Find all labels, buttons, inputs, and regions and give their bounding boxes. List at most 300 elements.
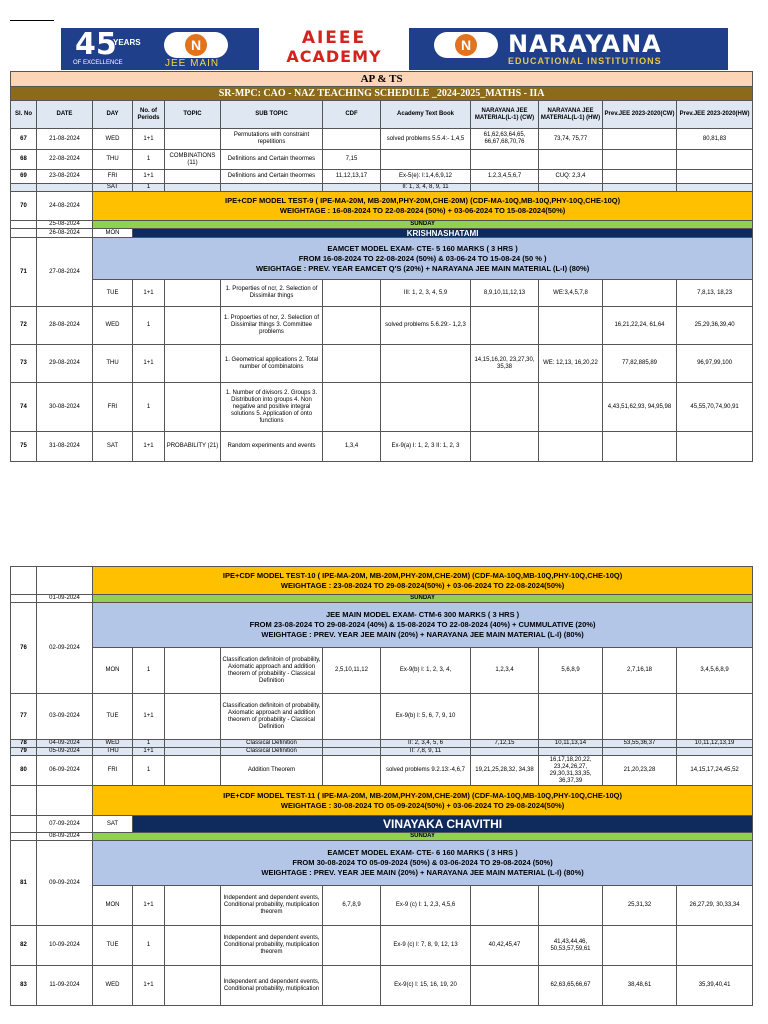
table-row bbox=[11, 694, 753, 740]
educational-institutions: EDUCATIONAL INSTITUTIONS bbox=[508, 56, 662, 66]
row-prevjee-hw: 80,81,83 bbox=[677, 129, 753, 150]
row-prevjee-cw bbox=[603, 129, 677, 150]
row-cdf bbox=[323, 756, 381, 786]
table-row bbox=[11, 383, 753, 432]
schedule-block-2 bbox=[10, 566, 752, 1006]
top-rule bbox=[10, 20, 54, 21]
row-material-cw bbox=[471, 184, 539, 192]
row-cdf: 11,12,13,17 bbox=[323, 170, 381, 184]
row-cdf bbox=[323, 184, 381, 192]
row-slno: 80 bbox=[11, 756, 37, 786]
row-prevjee-hw: 25,29,36,39,40 bbox=[677, 307, 753, 345]
row-periods: 1 bbox=[133, 926, 165, 966]
col-date: DATE bbox=[37, 101, 93, 129]
row-cdf bbox=[323, 129, 381, 150]
row-topic bbox=[165, 886, 221, 926]
row-periods: 1 bbox=[133, 756, 165, 786]
row-prevjee-cw: 4,43,51,62,93, 94,95,98 bbox=[603, 383, 677, 432]
row-topic: PROBABILITY (21) bbox=[165, 432, 221, 462]
row-prevjee-hw: 45,55,70,74,90,91 bbox=[677, 383, 753, 432]
row-day: THU bbox=[93, 150, 133, 170]
row-prevjee-hw bbox=[677, 694, 753, 740]
logo-45: 45 bbox=[75, 27, 117, 62]
table-row bbox=[11, 886, 753, 926]
row-prevjee-hw: 26,27,29, 30,33,34 bbox=[677, 886, 753, 926]
row-material-hw bbox=[539, 383, 603, 432]
academy-text: ACADEMY bbox=[286, 47, 382, 66]
row-prevjee-hw: 35,39,40,41 bbox=[677, 966, 753, 1006]
row-topic bbox=[165, 170, 221, 184]
row-textbook: III: 1, 2, 3, 4, 5,9 bbox=[381, 280, 471, 307]
row-day: TUE bbox=[93, 694, 133, 740]
narayana-wordmark: NARAYANA bbox=[508, 30, 662, 58]
col-subtopic: SUB TOPIC bbox=[221, 101, 323, 129]
row-day: WED bbox=[93, 740, 133, 748]
row-prevjee-hw bbox=[677, 170, 753, 184]
row-topic bbox=[165, 307, 221, 345]
row-date: 11-09-2024 bbox=[37, 966, 93, 1006]
jee-main-model-exam-ctm6 bbox=[93, 603, 753, 648]
row-cdf: 7,15 bbox=[323, 150, 381, 170]
row-date: 30-08-2024 bbox=[37, 383, 93, 432]
row-day: MON bbox=[93, 229, 133, 238]
holiday-label: KRISHNASHATAMI bbox=[133, 229, 753, 238]
holiday-row bbox=[11, 816, 753, 833]
row-slno: 74 bbox=[11, 383, 37, 432]
row-material-hw: 41,43,44,46, 50,53,57,59,61 bbox=[539, 926, 603, 966]
row-cdf: 6,7,8,9 bbox=[323, 886, 381, 926]
table-row bbox=[11, 280, 753, 307]
row-subtopic: Independent and dependent events, Conditional probability, mutiplication bbox=[221, 966, 323, 1006]
row-cdf: 2,5,10,11,12 bbox=[323, 648, 381, 694]
exam-line: WEIGHTAGE : PREV. YEAR EAMCET Q'S (20%) + NARAYANA JEE MAIN MATERIAL (L-I) (80%) bbox=[255, 263, 590, 273]
header-row bbox=[11, 101, 753, 129]
row-subtopic: 1. Number of divisors 2. Groups 3. Distribution into groups 4. Non negative and positive integral solutions 5. Application of onto functions bbox=[221, 383, 323, 432]
row-prevjee-cw bbox=[603, 926, 677, 966]
table-row bbox=[11, 432, 753, 462]
row-topic bbox=[165, 184, 221, 192]
row-topic: COMBINATIONS (11) bbox=[165, 150, 221, 170]
holiday-label: VINAYAKA CHAVITHI bbox=[133, 816, 753, 833]
row-material-hw bbox=[539, 886, 603, 926]
col-periods: No. of Periods bbox=[133, 101, 165, 129]
row-periods: 1+1 bbox=[133, 432, 165, 462]
row-date: 23-08-2024 bbox=[37, 170, 93, 184]
row-material-cw bbox=[471, 694, 539, 740]
row-subtopic: Addition Theorem bbox=[221, 756, 323, 786]
row-material-cw: 61,62,63,64,65, 66,67,68,70,76 bbox=[471, 129, 539, 150]
row-topic bbox=[165, 740, 221, 748]
row-textbook: Ex-9(a) I: 1, 2, 3 II: 1, 2, 3 bbox=[381, 432, 471, 462]
row-material-cw: 1,2,3,4 bbox=[471, 648, 539, 694]
row-day: FRI bbox=[93, 756, 133, 786]
row-periods: 1+1 bbox=[133, 280, 165, 307]
row-date: 28-08-2024 bbox=[37, 307, 93, 345]
row-material-hw: 16,17,18,20,22, 23,24,26,27, 29,30,31,33,35, 36,37,39 bbox=[539, 756, 603, 786]
narayana-n-logo-2 bbox=[434, 32, 498, 58]
row-subtopic: Definitions and Certain theormes bbox=[221, 150, 323, 170]
schedule-table-2 bbox=[10, 566, 753, 1006]
row-day: SAT bbox=[93, 816, 133, 833]
row-cdf bbox=[323, 383, 381, 432]
sunday-label: SUNDAY bbox=[93, 595, 753, 603]
row-material-hw bbox=[539, 432, 603, 462]
row-topic bbox=[165, 756, 221, 786]
row-date: 27-08-2024 bbox=[37, 238, 93, 307]
row-date: 26-08-2024 bbox=[37, 229, 93, 238]
row-day: TUE bbox=[93, 926, 133, 966]
exam-line: FROM 23-08-2024 TO 29-08-2024 (40%) & 15-08-2024 TO 22-08-2024 (40%) + CUMMULATIVE (20%) bbox=[249, 620, 596, 629]
row-prevjee-hw bbox=[677, 184, 753, 192]
row-textbook: Ex-5(e): I:1,4,6,9,12 bbox=[381, 170, 471, 184]
row-cdf bbox=[323, 966, 381, 1006]
row-textbook: II: 7,8, 9, 11 bbox=[381, 748, 471, 756]
table-row bbox=[11, 345, 753, 383]
table-row bbox=[11, 926, 753, 966]
row-topic bbox=[165, 383, 221, 432]
table-row bbox=[11, 756, 753, 786]
table-row bbox=[11, 184, 753, 192]
exam-line: WEIGHTAGE : PREV. YEAR JEE MAIN (20%) + NARAYANA JEE MAIN MATERIAL (L-I) (80%) bbox=[261, 868, 584, 877]
row-date: 31-08-2024 bbox=[37, 432, 93, 462]
narayana-n-logo bbox=[164, 32, 228, 58]
row-prevjee-cw: 25,31,32 bbox=[603, 886, 677, 926]
row-periods: 1 bbox=[133, 648, 165, 694]
table-row bbox=[11, 129, 753, 150]
row-slno: 67 bbox=[11, 129, 37, 150]
row-slno: 79 bbox=[11, 748, 37, 756]
row-day: THU bbox=[93, 345, 133, 383]
row-textbook: Ex-9 (c) I: 7, 8, 9, 12, 13 bbox=[381, 926, 471, 966]
row-periods: 1 bbox=[133, 383, 165, 432]
aieee-academy-logo bbox=[259, 28, 409, 70]
table-row bbox=[11, 150, 753, 170]
row-material-cw bbox=[471, 383, 539, 432]
row-date: 07-09-2024 bbox=[37, 816, 93, 833]
logo-excellence: OF EXCELLENCE bbox=[73, 60, 123, 66]
row-cdf bbox=[323, 280, 381, 307]
ipe-model-test-10 bbox=[93, 567, 753, 595]
schedule-title: SR-MPC: CAO - NAZ TEACHING SCHEDULE _2024-2025_MATHS - IIA bbox=[11, 87, 753, 101]
row-prevjee-cw: 21,20,23,28 bbox=[603, 756, 677, 786]
row-date bbox=[37, 184, 93, 192]
exam-line: WEIGHTAGE : 23-08-2024 TO 29-08-2024(50%) + 03-06-2024 TO 22-08-2024(50%) bbox=[280, 580, 565, 590]
row-cdf: 1,3,4 bbox=[323, 432, 381, 462]
row-date: 06-09-2024 bbox=[37, 756, 93, 786]
row-textbook: Ex-9(c) I: 15, 16, 19, 20 bbox=[381, 966, 471, 1006]
exam-line: IPE+CDF MODEL TEST-9 ( IPE-MA-20M, MB-20M,PHY-20M,CHE-20M) (CDF-MA-10Q,MB-10Q,PHY-10Q,CHE-10Q) bbox=[225, 196, 621, 205]
aieee-text: AIEEE bbox=[301, 28, 367, 48]
row-material-hw: 73,74, 75,77 bbox=[539, 129, 603, 150]
row-prevjee-cw: 38,48,61 bbox=[603, 966, 677, 1006]
row-prevjee-cw: 77,82,885,89 bbox=[603, 345, 677, 383]
row-material-hw bbox=[539, 184, 603, 192]
schedule-table-1 bbox=[10, 71, 753, 462]
col-cdf: CDF bbox=[323, 101, 381, 129]
row-cdf bbox=[323, 345, 381, 383]
exam-line: WEIGHTAGE : PREV. YEAR JEE MAIN (20%) + NARAYANA JEE MAIN MATERIAL (L-I) (80%) bbox=[261, 630, 584, 639]
row-slno: 82 bbox=[11, 926, 37, 966]
row-date: 24-08-2024 bbox=[37, 192, 93, 221]
schedule-block-1 bbox=[10, 71, 752, 462]
row-slno: 75 bbox=[11, 432, 37, 462]
row-prevjee-hw bbox=[677, 926, 753, 966]
row-material-hw bbox=[539, 748, 603, 756]
row-subtopic: Classification definitoin of probability, Axiomatic approach and addition theorem of probability - Classical Definition bbox=[221, 694, 323, 740]
row-prevjee-hw: 3,4,5,6,8,9 bbox=[677, 648, 753, 694]
table-row bbox=[11, 740, 753, 748]
row-date: 05-09-2024 bbox=[37, 748, 93, 756]
row-periods: 1 bbox=[133, 184, 165, 192]
row-material-hw: CUQ: 2,3,4 bbox=[539, 170, 603, 184]
ipe-model-test-11 bbox=[93, 786, 753, 816]
col-material-cw: NARAYANA JEE MATERIAL(L-1) (CW) bbox=[471, 101, 539, 129]
row-prevjee-hw: 7,8,13, 18,23 bbox=[677, 280, 753, 307]
col-textbook: Academy Text Book bbox=[381, 101, 471, 129]
row-prevjee-cw: 2,7,16,18 bbox=[603, 648, 677, 694]
row-textbook: solved problems 9.2.13:-4,6,7 bbox=[381, 756, 471, 786]
row-prevjee-hw bbox=[677, 150, 753, 170]
row-material-cw: 8,9,10,11,12,13 bbox=[471, 280, 539, 307]
row-material-cw bbox=[471, 748, 539, 756]
exam-row bbox=[11, 192, 753, 221]
row-material-hw: WE:3,4,5,7,8 bbox=[539, 280, 603, 307]
row-day: WED bbox=[93, 129, 133, 150]
row-periods: 1 bbox=[133, 740, 165, 748]
row-cdf bbox=[323, 926, 381, 966]
exam-row bbox=[11, 603, 753, 648]
row-date: 25-08-2024 bbox=[37, 221, 93, 229]
row-material-hw: 62,63,65,66,67 bbox=[539, 966, 603, 1006]
exam-line: WEIGHTAGE : 30-08-2024 TO 05-09-2024(50%) + 03-06-2024 TO 29-08-2024(50%) bbox=[280, 800, 565, 810]
exam-line: FROM 16-08-2024 TO 22-08-2024 (50%) & 03-06-24 TO 15-08-24 (50 % ) bbox=[298, 253, 547, 263]
row-prevjee-cw bbox=[603, 694, 677, 740]
col-slno: Sl. No bbox=[11, 101, 37, 129]
row-textbook: II: 1, 3, 4, 8, 9, 11 bbox=[381, 184, 471, 192]
row-day: MON bbox=[93, 648, 133, 694]
jee-main-label: JEE MAIN bbox=[165, 58, 220, 69]
table-row bbox=[11, 648, 753, 694]
row-material-hw bbox=[539, 307, 603, 345]
row-material-cw bbox=[471, 150, 539, 170]
row-material-cw bbox=[471, 966, 539, 1006]
exam-line: JEE MAIN MODEL EXAM- CTM-6 300 MARKS ( 3 HRS ) bbox=[325, 610, 520, 619]
row-textbook: Ex-9(b) I: 1, 2, 3, 4, bbox=[381, 648, 471, 694]
row-day: TUE bbox=[93, 280, 133, 307]
exam-line: EAMCET MODEL EXAM- CTE- 5 160 MARKS ( 3 HRS ) bbox=[327, 243, 518, 253]
row-subtopic bbox=[221, 184, 323, 192]
exam-line: IPE+CDF MODEL TEST-11 ( IPE-MA-20M, MB-20M,PHY-20M,CHE-20M) (CDF-MA-10Q,MB-10Q,PHY-10Q,CHE-10Q) bbox=[223, 790, 622, 800]
row-slno: 70 bbox=[11, 192, 37, 221]
row-material-hw: 5,6,8,9 bbox=[539, 648, 603, 694]
sunday-label: SUNDAY bbox=[93, 833, 753, 841]
sunday-row bbox=[11, 221, 753, 229]
row-subtopic: Permutations with constraint repetitions bbox=[221, 129, 323, 150]
row-material-cw bbox=[471, 432, 539, 462]
eamcet-model-exam-cte6 bbox=[93, 841, 753, 886]
row-slno: 81 bbox=[11, 841, 37, 926]
row-subtopic: Definitions and Certain theormes bbox=[221, 170, 323, 184]
region-title: AP & TS bbox=[11, 72, 753, 87]
col-prevjee-cw: Prev.JEE 2023-2020(CW) bbox=[603, 101, 677, 129]
row-date: 02-09-2024 bbox=[37, 603, 93, 694]
row-textbook bbox=[381, 345, 471, 383]
row-material-cw: 14,15,16,20, 23,27,30, 35,38 bbox=[471, 345, 539, 383]
row-periods: 1 bbox=[133, 150, 165, 170]
header-banner bbox=[61, 28, 728, 70]
table-row bbox=[11, 307, 753, 345]
exam-row bbox=[11, 786, 753, 816]
row-prevjee-cw: 53,55,36,37 bbox=[603, 740, 677, 748]
row-subtopic: 1. Propoerties of ncr, 2. Selection of Dissimilar things 3. Committee problems bbox=[221, 307, 323, 345]
row-material-hw: WE: 12,13, 16,20,22 bbox=[539, 345, 603, 383]
row-date: 01-09-2024 bbox=[37, 595, 93, 603]
row-periods: 1+1 bbox=[133, 886, 165, 926]
row-material-cw: 1,2,3,4,5,6,7 bbox=[471, 170, 539, 184]
row-prevjee-hw bbox=[677, 432, 753, 462]
sunday-row bbox=[11, 833, 753, 841]
row-date: 21-08-2024 bbox=[37, 129, 93, 150]
row-slno: 72 bbox=[11, 307, 37, 345]
col-day: DAY bbox=[93, 101, 133, 129]
row-material-cw: 40,42,45,47 bbox=[471, 926, 539, 966]
row-date: 10-09-2024 bbox=[37, 926, 93, 966]
row-slno: 71 bbox=[11, 238, 37, 307]
row-periods: 1+1 bbox=[133, 345, 165, 383]
row-material-hw bbox=[539, 694, 603, 740]
row-prevjee-cw bbox=[603, 150, 677, 170]
table-row bbox=[11, 170, 753, 184]
exam-row bbox=[11, 567, 753, 595]
row-periods: 1+1 bbox=[133, 966, 165, 1006]
row-prevjee-hw: 10,11,12,13,19 bbox=[677, 740, 753, 748]
row-cdf bbox=[323, 307, 381, 345]
row-topic bbox=[165, 966, 221, 1006]
row-day: WED bbox=[93, 966, 133, 1006]
row-subtopic: Independent and dependent events, Conditional probability, mutiplication theorem bbox=[221, 886, 323, 926]
logo-years: YEARS bbox=[113, 38, 141, 47]
row-textbook: Ex-9 (c) I: 1, 2,3, 4,5,6 bbox=[381, 886, 471, 926]
row-periods: 1 bbox=[133, 307, 165, 345]
exam-line: IPE+CDF MODEL TEST-10 ( IPE-MA-20M, MB-20M,PHY-20M,CHE-20M) (CDF-MA-10Q,MB-10Q,PHY-10Q,CHE-10Q) bbox=[222, 570, 623, 580]
col-topic: TOPIC bbox=[165, 101, 221, 129]
row-prevjee-cw bbox=[603, 280, 677, 307]
table-row bbox=[11, 748, 753, 756]
row-material-hw bbox=[539, 150, 603, 170]
ipe-model-test-9 bbox=[93, 192, 753, 221]
row-subtopic: Classical Definition bbox=[221, 740, 323, 748]
sunday-label: SUNDAY bbox=[93, 221, 753, 229]
exam-line: WEIGHTAGE : 16-08-2024 TO 22-08-2024 (50%) + 03-06-2024 TO 15-08-2024(50%) bbox=[279, 206, 566, 215]
row-prevjee-hw bbox=[677, 748, 753, 756]
row-day: THU bbox=[93, 748, 133, 756]
exam-row bbox=[11, 841, 753, 886]
row-slno bbox=[11, 184, 37, 192]
row-topic bbox=[165, 129, 221, 150]
row-periods: 1+1 bbox=[133, 748, 165, 756]
row-day: SAT bbox=[93, 432, 133, 462]
row-date: 29-08-2024 bbox=[37, 345, 93, 383]
row-day: FRI bbox=[93, 383, 133, 432]
row-textbook: Ex-9(b) I: 5, 6, 7, 9, 10 bbox=[381, 694, 471, 740]
holiday-row bbox=[11, 229, 753, 238]
row-subtopic: 1. Properties of ncr, 2. Selection of Dissimilar things bbox=[221, 280, 323, 307]
row-textbook: solved problems 5.6.29:- 1,2,3 bbox=[381, 307, 471, 345]
row-slno: 69 bbox=[11, 170, 37, 184]
row-date: 22-08-2024 bbox=[37, 150, 93, 170]
row-slno: 77 bbox=[11, 694, 37, 740]
row-subtopic: Independent and dependent events, Conditional probability, mutiplication theorem bbox=[221, 926, 323, 966]
row-topic bbox=[165, 280, 221, 307]
row-material-cw: 7,12,15 bbox=[471, 740, 539, 748]
row-prevjee-cw bbox=[603, 432, 677, 462]
exam-line: FROM 30-08-2024 TO 05-09-2024 (50%) & 03-06-2024 TO 29-08-2024 (50%) bbox=[292, 858, 553, 867]
row-textbook bbox=[381, 383, 471, 432]
row-material-hw: 10,11,13,14 bbox=[539, 740, 603, 748]
row-topic bbox=[165, 748, 221, 756]
row-subtopic: 1. Geometrical applications 2. Total number of combinatoins bbox=[221, 345, 323, 383]
row-subtopic: Classical Definition bbox=[221, 748, 323, 756]
row-prevjee-hw: 14,15,17,24,45,52 bbox=[677, 756, 753, 786]
row-topic bbox=[165, 926, 221, 966]
row-material-cw: 19,21,25,28,32, 34,38 bbox=[471, 756, 539, 786]
row-cdf bbox=[323, 748, 381, 756]
row-day: FRI bbox=[93, 170, 133, 184]
row-cdf bbox=[323, 694, 381, 740]
table-row bbox=[11, 966, 753, 1006]
row-slno: 76 bbox=[11, 603, 37, 694]
row-prevjee-cw: 16,21,22,24, 61,64 bbox=[603, 307, 677, 345]
row-slno: 73 bbox=[11, 345, 37, 383]
row-prevjee-cw bbox=[603, 184, 677, 192]
row-day: SAT bbox=[93, 184, 133, 192]
row-slno: 83 bbox=[11, 966, 37, 1006]
row-periods: 1+1 bbox=[133, 694, 165, 740]
sunday-row bbox=[11, 595, 753, 603]
row-textbook bbox=[381, 150, 471, 170]
row-topic bbox=[165, 694, 221, 740]
col-prevjee-hw: Prev.JEE 2023-2020(HW) bbox=[677, 101, 753, 129]
col-material-hw: NARAYANA JEE MATERIAL(L-1) (HW) bbox=[539, 101, 603, 129]
row-cdf bbox=[323, 740, 381, 748]
row-textbook: solved problems 5.5.4:- 1,4,5 bbox=[381, 129, 471, 150]
row-topic bbox=[165, 345, 221, 383]
eamcet-model-exam-cte5 bbox=[93, 238, 753, 280]
n-glyph-2: N bbox=[455, 34, 477, 56]
row-material-cw bbox=[471, 886, 539, 926]
row-date: 09-09-2024 bbox=[37, 841, 93, 926]
row-prevjee-cw bbox=[603, 748, 677, 756]
row-topic bbox=[165, 648, 221, 694]
row-day: WED bbox=[93, 307, 133, 345]
row-subtopic: Classification definitoin of probability, Axiomatic approach and addition theorem of probability - Classical Definition bbox=[221, 648, 323, 694]
row-date: 04-09-2024 bbox=[37, 740, 93, 748]
n-glyph: N bbox=[185, 34, 207, 56]
row-slno: 68 bbox=[11, 150, 37, 170]
row-day: MON bbox=[93, 886, 133, 926]
row-textbook: II: 2, 3,4, 5, 6 bbox=[381, 740, 471, 748]
row-prevjee-cw bbox=[603, 170, 677, 184]
row-prevjee-hw: 96,97,99,100 bbox=[677, 345, 753, 383]
row-date: 03-09-2024 bbox=[37, 694, 93, 740]
row-date: 08-09-2024 bbox=[37, 833, 93, 841]
exam-row bbox=[11, 238, 753, 280]
row-periods: 1+1 bbox=[133, 129, 165, 150]
row-material-cw bbox=[471, 307, 539, 345]
row-periods: 1+1 bbox=[133, 170, 165, 184]
row-slno: 78 bbox=[11, 740, 37, 748]
exam-line: EAMCET MODEL EXAM- CTE- 6 160 MARKS ( 3 HRS ) bbox=[327, 848, 518, 857]
